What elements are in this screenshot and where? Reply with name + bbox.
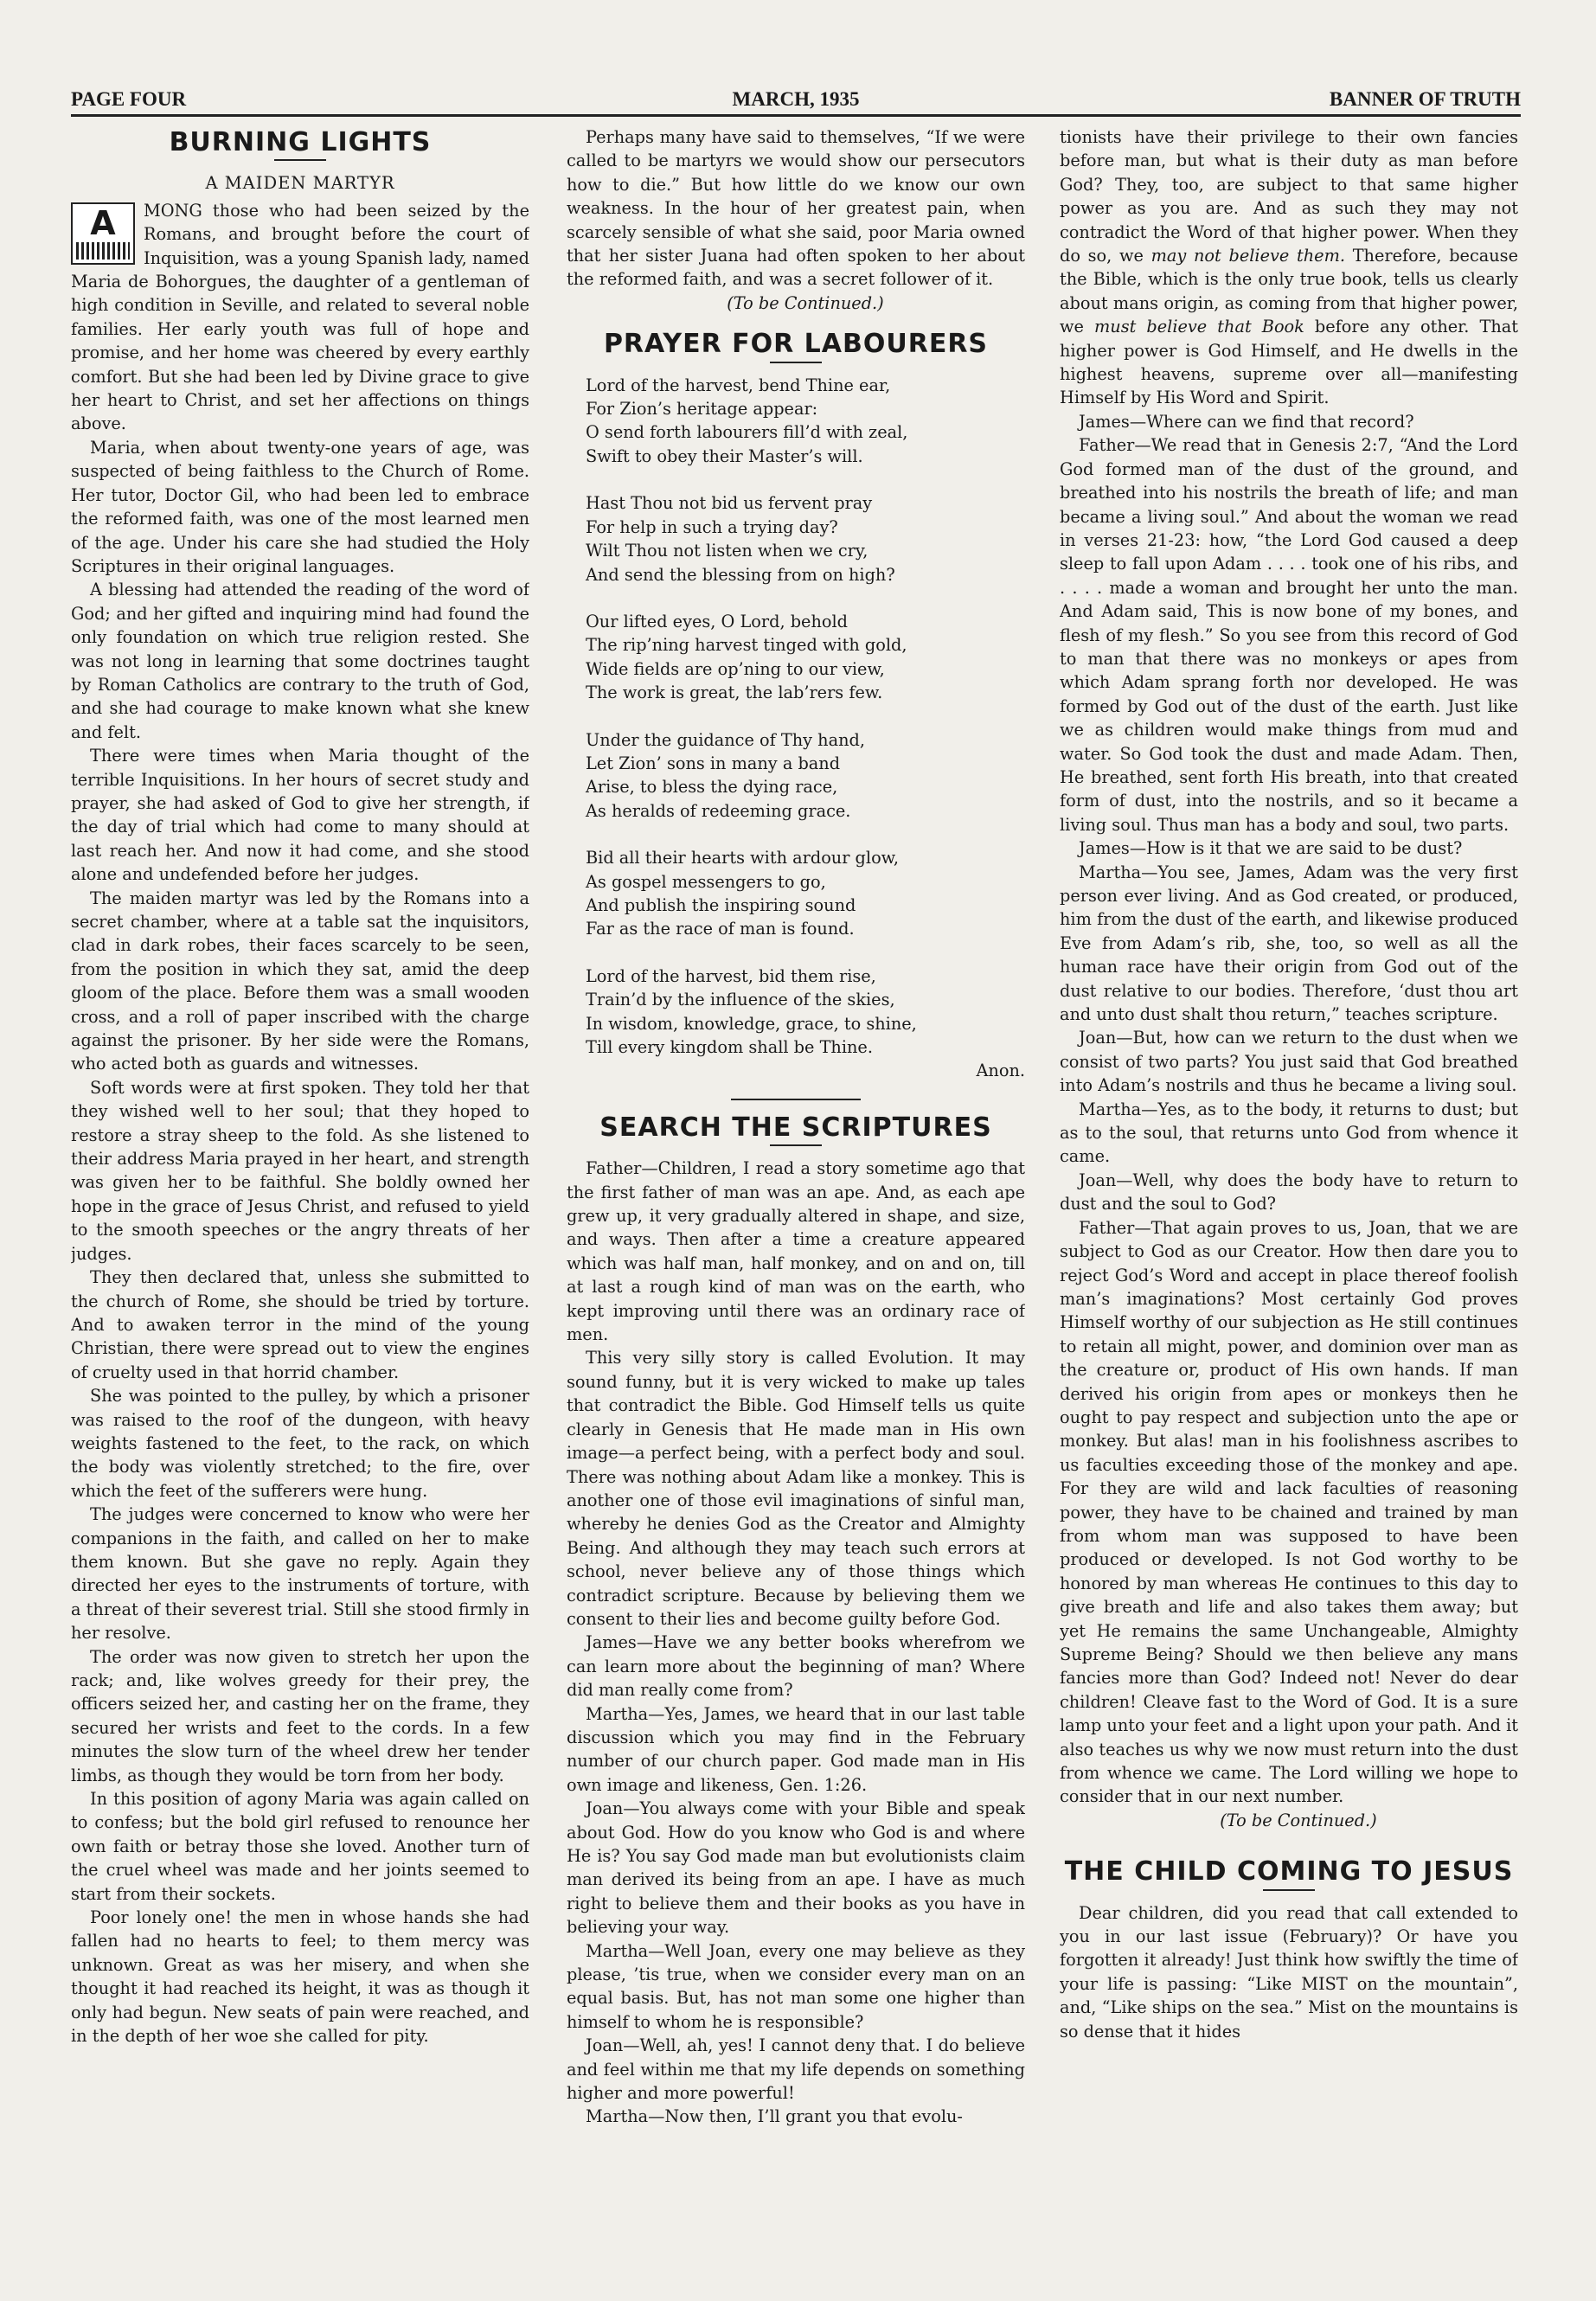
publication-name: BANNER OF TRUTH (1329, 88, 1521, 110)
paragraph: Soft words were at first spoken. They told her that they wished well to her soul; that they hoped to restore a stray sheep to the fold. As she listened to their address Maria prayed in her heart, and strength was given her to be faithful. She boldly owned her hope in the grace of Jesus Christ, and refused to yield to the smooth speeches or the angry threats of her judges. (71, 1077, 529, 1264)
paragraph: Poor lonely one! the men in whose hands she had fallen had no hearts to feel; to them mercy was unknown. Great as was her misery, and when she thought it had reached its height, it was as though it only had begun. New seats of pain were reached, and in the depth of her woe she called for pity. (71, 1907, 529, 2047)
paragraph: MONG those who had been seized by the Romans, and brought before the court of Inquisition, was a young Spanish lady, named Maria de Bohorgues, the daughter of a gentleman of high condition in Seville, and related to several noble families. Her early youth was full of hope and promise, and her home was cheered by every earthly comfort. But she had been led by Divine grace to give her heart to Christ, and set her affections on things above. (71, 200, 529, 434)
poem-line: As gospel messengers to go, (586, 871, 826, 892)
poem-line: Our lifted eyes, O Lord, behold (586, 611, 848, 631)
search-scriptures-title: SEARCH THE SCRIPTURES (599, 1112, 992, 1143)
paragraph: The judges were concerned to know who were her companions in the faith, and called on her to make them known. But she gave no reply. Again they directed her eyes to the instruments of torture, with a threat of their severest trial. Still she stood firmly in her resolve. (71, 1504, 529, 1644)
paragraph: There were times when Maria thought of the terrible Inquisitions. In her hours of secret study and prayer, she had asked of God to give her strength, if the day of trial which had come to many should at last reach her. And now it had come, and she stood alone and undefended before her judges. (71, 746, 529, 885)
poem-line: Lord of the harvest, bid them rise, (586, 965, 876, 986)
child-coming-title: THE CHILD COMING TO JESUS (1064, 1856, 1514, 1888)
issue-date: MARCH, 1935 (732, 88, 860, 110)
continued-note: (To be Continued.) (1220, 1810, 1377, 1830)
poem-line: O send forth labourers fill’d with zeal, (586, 422, 908, 443)
paragraph: Joan—Well, why does the body have to return to dust and the soul to God? (1060, 1170, 1518, 1215)
title-rule (1263, 1889, 1315, 1891)
paragraph: The maiden martyr was led by the Romans into a secret chamber, where at a table sat the inquisitors, clad in dark robes, their faces scarcely to be seen, from the position in which they sat, amid the deep gloom of the place. Before them was a small wooden cross, and a roll of paper inscribed with the charge against the prisoner. By her side were the Romans, who acted both as guards and witnesses. (71, 888, 529, 1074)
paragraph: Joan—But, how can we return to the dust when we consist of two parts? You just said that God breathed into Adam’s nostrils and thus he became a living soul. (1060, 1028, 1518, 1096)
section-divider (731, 1099, 861, 1100)
poem-line: And send the blessing from on high? (586, 564, 895, 585)
paragraph: tionists have their privilege to their own fancies before man, but what is their duty as man before God? They, too, are subject to that same higher power as you are. And as such they may not contradict the Word of that higher power. When they do so, we may not believe them. Therefore, because the Bible, which is the only true book, tells us clearly about mans origin, as coming from that higher power, we must believe that Book before any other. That higher power is God Himself, and He dwells in the highest heavens, supreme over all—manifesting Himself by His Word and Spirit. (1060, 127, 1518, 408)
poem-line: Wide fields are op’ning to our view, (586, 658, 885, 679)
paragraph: Martha—Now then, I’ll grant you that evolu- (586, 2106, 963, 2127)
paragraph: She was pointed to the pulley, by which a prisoner was raised to the roof of the dungeon, with heavy weights fastened to the feet, to the rack, on which the body was violently stretched; to the fire, over which the feet of the sufferers were hung. (71, 1386, 529, 1501)
poem-line: Wilt Thou not listen when we cry, (586, 541, 869, 561)
poem-line: Lord of the harvest, bend Thine ear, (586, 375, 891, 395)
stanza (586, 965, 1025, 1060)
poem-line: Let Zion’ sons in many a band (586, 753, 841, 773)
poem-line: Arise, to bless the dying race, (586, 777, 838, 798)
paragraph: Martha—Well Joan, every one may believe as they please, ’tis true, when we consider every man on an equal basis. But, has not man some one higher than himself to whom he is responsible? (567, 1940, 1025, 2032)
poem-line: Till every kingdom shall be Thine. (586, 1037, 873, 1057)
paragraph: Joan—Well, ah, yes! I cannot deny that. I do believe and feel within me that my life depends on something higher and more powerful! (567, 2035, 1025, 2104)
stanza (586, 491, 1025, 586)
poem-line: For help in such a trying day? (586, 516, 838, 537)
paragraph: James—How is it that we are said to be dust? (1079, 838, 1463, 859)
paragraph: Perhaps many have said to themselves, “If we were called to be martyrs we would show our persecutors how to die.” But how little do we know our own weakness. In the hour of her greatest pain, when scarcely sensible of what she said, poor Maria owned that her sister Juana had often spoken to her about the reformed faith, and was a secret follower of it. (567, 127, 1025, 290)
paragraph: A blessing had attended the reading of the word of God; and her gifted and inquiring mind had found the only foundation on which true religion rested. She was not long in learning that some doctrines taught by Roman Catholics are contrary to the truth of God, and she had courage to make known what she knew and felt. (71, 580, 529, 742)
poem-line: Far as the race of man is found. (586, 919, 855, 939)
paragraph: Father—We read that in Genesis 2:7, “And the Lord God formed man of the dust of the ground, and breathed into his nostrils the breath of life; and man became a living soul.” And about the woman we read in verses 21-23: how, “the Lord God caused a deep sleep to fall upon Adam . . . . took one of his ribs, and . . . . made a woman and brought her unto the man. And Adam said, This is now bone of my bones, and flesh of my flesh.” So you see from this record of God to man that there was no monkeys or apes from which Adam sprang forth nor developed. He was formed by God out of the dust of the earth. Just like we as children would make things from mud and water. So God took the dust and made Adam. Then, He breathed, sent forth His breath, into that created form of dust, into the nostrils, and so it became a living soul. Thus man has a body and soul, two parts. (1060, 435, 1518, 835)
poem-line: Train’d by the influence of the skies, (586, 990, 895, 1010)
stanza (586, 374, 1025, 469)
stanza (586, 846, 1025, 941)
poem (567, 374, 1025, 1060)
drop-cap-letter: A (90, 203, 116, 242)
column-3 (1060, 125, 1518, 2219)
poem-line: Under the guidance of Thy hand, (586, 729, 865, 750)
drop-cap-ornament (71, 202, 135, 265)
column-1 (71, 125, 529, 2219)
title-rule (274, 159, 326, 161)
poem-line: The rip’ning harvest tinged with gold, (586, 635, 907, 656)
stanza (586, 728, 1025, 824)
poem-line: The work is great, the lab’rers few. (586, 683, 883, 703)
paragraph: The order was now given to stretch her upon the rack; and, like wolves greedy for their prey, the officers seized her, and casting her on the frame, they secured her wrists and feet to the cords. In a few minutes the slow turn of the wheel drew her tender limbs, as though they would be torn from her body. (71, 1646, 529, 1785)
paragraph: Martha—You see, James, Adam was the very first person ever living. And as God created, or produced, him from the dust of the earth, and likewise produced Eve from Adam’s rib, she, too, so well as all the human race have their origin from God out of the dust relative to our bodies. Therefore, ‘dust thou art and unto dust shalt thou return,” teaches scripture. (1060, 862, 1518, 1025)
prayer-title: PRAYER FOR LABOURERS (603, 329, 989, 360)
poem-line: Hast Thou not bid us fervent pray (586, 493, 873, 514)
poem-line: Bid all their hearts with ardour glow, (586, 848, 900, 868)
paragraph: Martha—Yes, James, we heard that in our last table discussion which you may find in the February number of our church paper. God made man in His own image and likeness, Gen. 1:26. (567, 1703, 1025, 1795)
title-rule (770, 362, 822, 363)
poem-line: For Zion’s heritage appear: (586, 399, 818, 420)
page-number: PAGE FOUR (71, 88, 187, 110)
paragraph: Father—That again proves to us, Joan, that we are subject to God as our Creator. How then dare you to reject God’s Word and accept in place thereof foolish man’s imaginations? Most certainly God proves Himself worthy of our subjection as He still continues to retain all might, power, and dominion over man as the creature or, product of His own hands. If man derived his origin from apes or monkeys then he ought to pay respect and subjection unto the ape or monkey. But alas! man in his foolishness ascribes to us faculties exceeding those of the monkey and ape. For they are wild and lack faculties of reasoning power, they have to be chained and trained by man from whom man was supposed to have been produced or developed. Is not God worthy to be honored by man whereas He continues to this day to give breath and life and also takes them away; but yet He remains the same Unchangeable, Almighty Supreme Being? Should we then believe any mans fancies more than God? Indeed not! Never do dear children! Cleave fast to the Word of God. It is a sure lamp unto your feet and a light upon your path. And it also teaches us why we now must return into the dust from whence we came. The Lord willing we hope to consider that in our next number. (1060, 1217, 1518, 1807)
column-2 (567, 125, 1025, 2219)
paragraph: Dear children, did you read that call extended to you in our last issue (February)? Or have you forgotten it already! Just think how swiftly the time of your life is passing: “Like MIST on the mountain”, and, “Like ships on the sea.” Mist on the mountains is so dense that it hides (1060, 1902, 1518, 2041)
page-header (71, 85, 1521, 117)
poem-line: Swift to obey their Master’s will. (586, 445, 863, 466)
poem-line: In wisdom, knowledge, grace, to shine, (586, 1013, 917, 1034)
paragraph: James—Where can we find that record? (1079, 411, 1414, 432)
poem-line: As heralds of redeeming grace. (586, 800, 851, 821)
poem-author: Anon. (976, 1061, 1025, 1081)
paragraph: This very silly story is called Evolution. It may sound funny, but it is very wicked to make up tales that contradict the Bible. God Himself tells us quite clearly in Genesis that He made man in His own image—a perfect being, with a perfect body and soul. There was nothing about Adam like a monkey. This is another one of those evil imaginations of sinful man, whereby he denies God as the Creator and Almighty Being. And although they may teach such errors at school, never believe any of those things which contradict scripture. Because by believing them we consent to their lies and become guilty before God. (567, 1348, 1025, 1629)
article-subtitle: A MAIDEN MARTYR (205, 173, 395, 194)
paragraph: They then declared that, unless she submitted to the church of Rome, she should be tried by torture. And to awaken terror in the mind of the young Christian, there were spread out to view the engines of cruelty used in that horrid chamber. (71, 1267, 529, 1382)
paragraph: James—Have we any better books wherefrom we can learn more about the beginning of man? Where did man really come from? (567, 1632, 1025, 1701)
paragraph: In this position of agony Maria was again called on to confess; but the bold girl refused to renounce her own faith or betray those she loved. Another turn of the cruel wheel was made and her joints seemed to start from their sockets. (71, 1789, 529, 1904)
poem-line: And publish the inspiring sound (586, 894, 856, 915)
stanza (586, 610, 1025, 705)
paragraph: Father—Children, I read a story sometime ago that the first father of man was an ape. And, as each ape grew up, it very gradually altered in shape, and size, and ways. Then after a time a creature appeared which was half man, half monkey, and on and on, till at last a rough kind of man was on the earth, who kept improving until there was an ordinary race of men. (567, 1158, 1025, 1345)
paragraph: Martha—Yes, as to the body, it returns to dust; but as to the soul, that returns unto God from whence it came. (1060, 1099, 1518, 1167)
continued-note: (To be Continued.) (727, 292, 884, 313)
burning-lights-title: BURNING LIGHTS (169, 127, 432, 157)
paragraph: Joan—You always come with your Bible and speak about God. How do you know who God is and where He is? You say God made man but evolutionists claim man derived its being from an ape. I have as much right to believe them and their books as you have in believing your way. (567, 1798, 1025, 1938)
ornament-icon (76, 242, 130, 260)
title-rule (770, 1144, 822, 1146)
paragraph: Maria, when about twenty-one years of age, was suspected of being faithless to the Church of Rome. Her tutor, Doctor Gil, who had been led to embrace the reformed faith, was one of the most learned men of the age. Under his care she had studied the Holy Scriptures in their original languages. (71, 437, 529, 576)
